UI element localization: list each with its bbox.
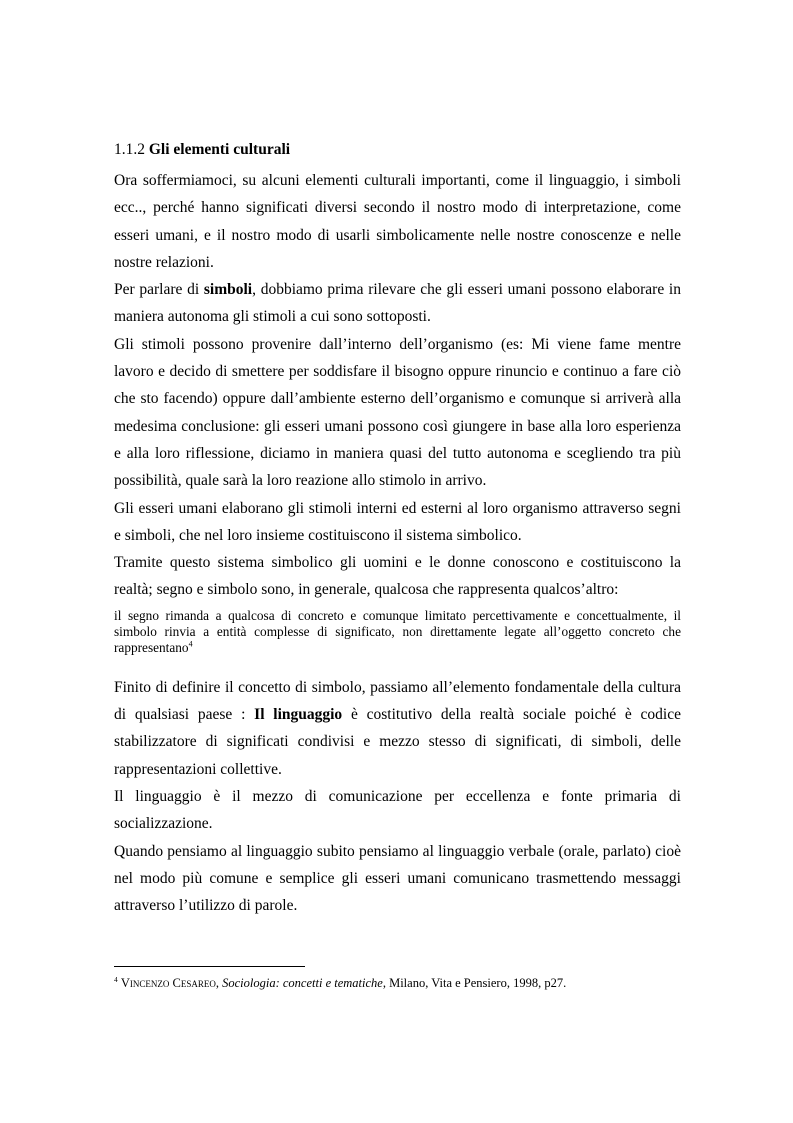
document-body (114, 140, 681, 919)
section-heading (114, 140, 681, 160)
paragraph-3: Gli stimoli possono provenire dall’interno dell’organismo (es: Mi viene fame mentre lavoro e decido di smettere per soddisfare il bisogno oppure rinuncio e continuo a fare ciò che sto facendo) oppure dall’ambiente esterno dell’organismo e comunque si arriverà alla medesima conclusione: gli esseri umani possono così giungere in base alla loro esperienza e alla loro riflessione, diciamo in maniera quasi del tutto autonoma e scegliendo tra più possibilità, quale sarà la loro reazione allo stimolo in arrivo. (114, 335, 681, 490)
paragraph-2-text-start: Per parlare di (114, 281, 204, 299)
footnote-publication: , Milano, Vita e Pensiero, 1998, p27. (382, 976, 567, 990)
section-title: Gli elementi culturali (148, 141, 291, 158)
paragraph-4: Gli esseri umani elaborano gli stimoli interni ed esterni al loro organismo attraverso segni e simboli, che nel loro insieme costituiscono il sistema simbolico. (114, 499, 681, 544)
block-quote-text: il segno rimanda a qualcosa di concreto e comunque limitato percettivamente e concettualmente, il simbolo rinvia a entità complesse di significato, non direttamente legate all’oggetto concreto che rappresentano (114, 607, 681, 655)
paragraph-6-text-end: è costitutivo della realtà sociale poiché è codice stabilizzatore di significati condivisi e mezzo stesso di significati, di simboli, delle rappresentazioni collettive. (114, 706, 681, 778)
paragraph-6 (114, 674, 681, 783)
paragraph-5: Tramite questo sistema simbolico gli uomini e le donne conoscono e costituiscono la realtà; segno e simbolo sono, in generale, qualcosa che rappresenta qualcos’altro: (114, 554, 681, 599)
footnote-author: Vincenzo Cesareo (120, 976, 216, 990)
paragraph-1: Ora soffermiamoci, su alcuni elementi culturali importanti, come il linguaggio, i simboli ecc.., perché hanno significati diversi secondo il nostro modo di interpretazione, come esseri umani, e il nostro modo di usarli simbolicamente nelle nostre conoscenze e nelle nostre relazioni. (114, 172, 681, 271)
footnote-divider (114, 966, 305, 967)
footnote-reference[interactable]: 4 (188, 639, 193, 649)
term-simboli: simboli (203, 281, 253, 299)
paragraph-8: Quando pensiamo al linguaggio subito pensiamo al linguaggio verbale (orale, parlato) cioè nel modo più comune e semplice gli esseri umani comunicano trasmettendo messaggi attraverso l’utilizzo di parole. (114, 842, 681, 915)
footnote-number: 4 (114, 974, 118, 984)
paragraph-2 (114, 276, 681, 331)
term-linguaggio: Il linguaggio (254, 706, 343, 724)
paragraph-2-text-end: , dobbiamo prima rilevare che gli esseri umani possono elaborare in maniera autonoma gli stimoli a cui sono sottoposti. (114, 281, 681, 326)
section-number: 1.1.2 (114, 141, 145, 158)
paragraph-6-text-start: Finito di definire il concetto di simbolo, passiamo all’elemento fondamentale della cultura di qualsiasi paese : (114, 678, 681, 724)
footnote-book-title: Sociologia: concetti e tematiche (222, 976, 383, 990)
paragraph-7: Il linguaggio è il mezzo di comunicazione per eccellenza e fonte primaria di socializzazione. (114, 787, 681, 833)
footnote: $^4$ Vincenzo Cesareo, Sociologia: concetti e tematiche, Milano, Vita e Pensiero, 1998, p27. (114, 974, 567, 990)
block-quote (114, 608, 681, 656)
